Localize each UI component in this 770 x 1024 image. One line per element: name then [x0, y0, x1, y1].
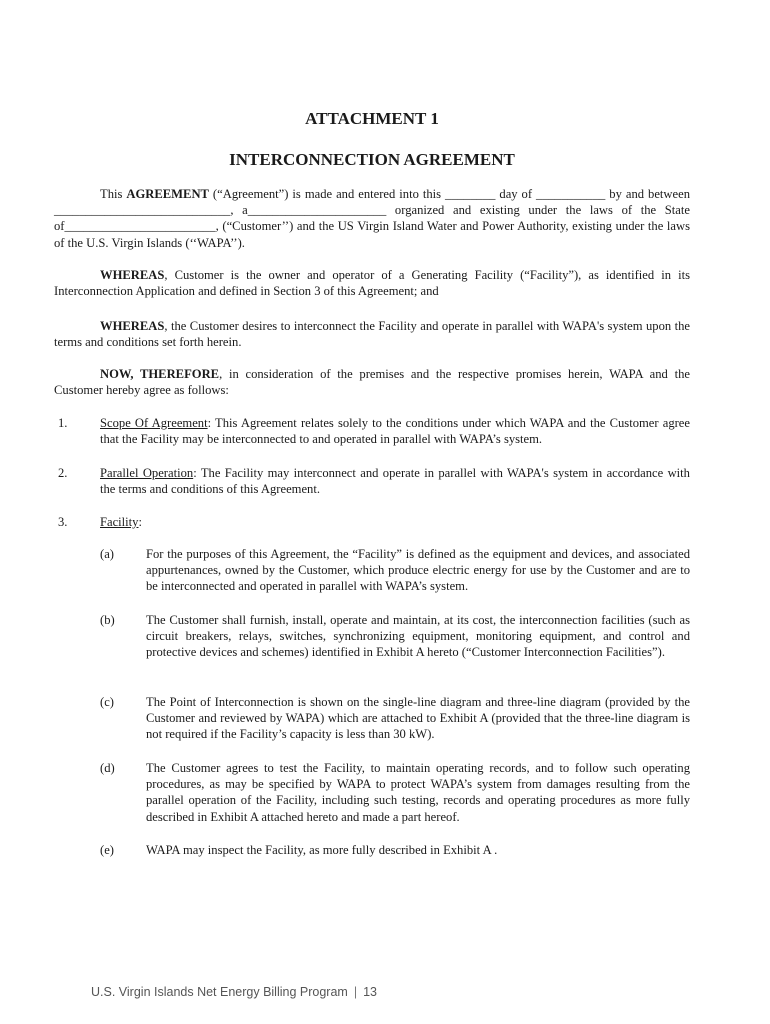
whereas-paragraph-1: WHEREAS, Customer is the owner and operator of a Generating Facility (“Facility”), as identified in its Interconnection Application and defined in Section 3 of this Agreement; and [54, 268, 690, 299]
subsection-d [100, 760, 690, 825]
agreement-title: INTERCONNECTION AGREEMENT [229, 150, 515, 169]
section-facility: 3. Facility: [58, 515, 142, 529]
section-parallel-operation: 2. Parallel Operation: The Facility may interconnect and operate in parallel with WAPA's system in accordance with the terms and conditions of this Agreement. [58, 466, 690, 497]
agreement-bold: AGREEMENT [126, 187, 209, 201]
subsection-label: (b) [100, 613, 115, 627]
subsection-text: WAPA may inspect the Facility, as more fully described in Exhibit A . [146, 843, 498, 857]
section-heading: Scope Of Agreement [100, 416, 208, 430]
footer-separator: | [353, 985, 358, 999]
subsection-a [100, 546, 690, 595]
section-number: 1. [58, 416, 68, 430]
subsection-text: The Customer agrees to test the Facility, to maintain operating records, and to follow such operating procedures, as may be specified by WAPA to protect WAPA’s system from damages resulting from the parallel operation of the Facility, including such testing, records and operating procedures as more fully described in Exhibit A attached hereto and made a part hereof. [146, 761, 690, 824]
page-footer [91, 985, 377, 999]
whereas-paragraph-2: WHEREAS, the Customer desires to interconnect the Facility and operate in parallel with WAPA's system upon the terms and conditions set forth herein. [54, 319, 690, 350]
footer-program-name: U.S. Virgin Islands Net Energy Billing Program [91, 985, 348, 999]
attachment-heading: ATTACHMENT 1 [305, 109, 439, 128]
section-scope: 1. Scope Of Agreement: This Agreement relates solely to the conditions under which WAPA and the Customer agree that the Facility may be interconnected to and operated in parallel with WAPA’s system. [58, 416, 690, 447]
subsection-label: (d) [100, 761, 115, 775]
subsection-c [100, 694, 690, 743]
subsection-e [100, 842, 690, 858]
intro-paragraph: This AGREEMENT (“Agreement”) is made and entered into this ________ day of ___________ by and between ____________________________, a______________________ organized and existing under the laws of the State of________________________, (“Customer’’) and the US Virgin Island Water and Power Authority, existing under the laws of the U.S. Virgin Islands (‘‘WAPA’’). [54, 187, 690, 250]
page-number: 13 [363, 985, 377, 999]
section-heading: Parallel Operation [100, 466, 194, 480]
subsection-text: The Point of Interconnection is shown on the single-line diagram and three-line diagram (provided by the Customer and reviewed by WAPA) which are attached to Exhibit A (provided that the three-line diagram is not required if the Facility’s capacity is less than 30 kW). [146, 695, 690, 742]
section-number: 2. [58, 466, 68, 480]
section-heading: Facility [100, 515, 139, 529]
now-therefore-paragraph: NOW, THEREFORE, in consideration of the premises and the respective promises herein, WAPA and the Customer hereby agree as follows: [54, 367, 690, 398]
subsection-text: The Customer shall furnish, install, operate and maintain, at its cost, the interconnection facilities (such as circuit breakers, relays, switches, synchronizing equipment, monitoring equipment, and control and protective devices and schemes) identified in Exhibit A hereto (“Customer Interconnection Facilities”). [146, 613, 690, 660]
subsection-b [100, 612, 690, 661]
subsection-label: (c) [100, 695, 114, 709]
subsection-text: For the purposes of this Agreement, the “Facility” is defined as the equipment and devices, and associated appurtenances, owned by the Customer, which produce electric energy for use by the Customer and are to be interconnected and operated in parallel with WAPA’s system. [146, 547, 690, 594]
subsection-label: (e) [100, 843, 114, 857]
subsection-label: (a) [100, 547, 114, 561]
section-number: 3. [58, 515, 68, 529]
